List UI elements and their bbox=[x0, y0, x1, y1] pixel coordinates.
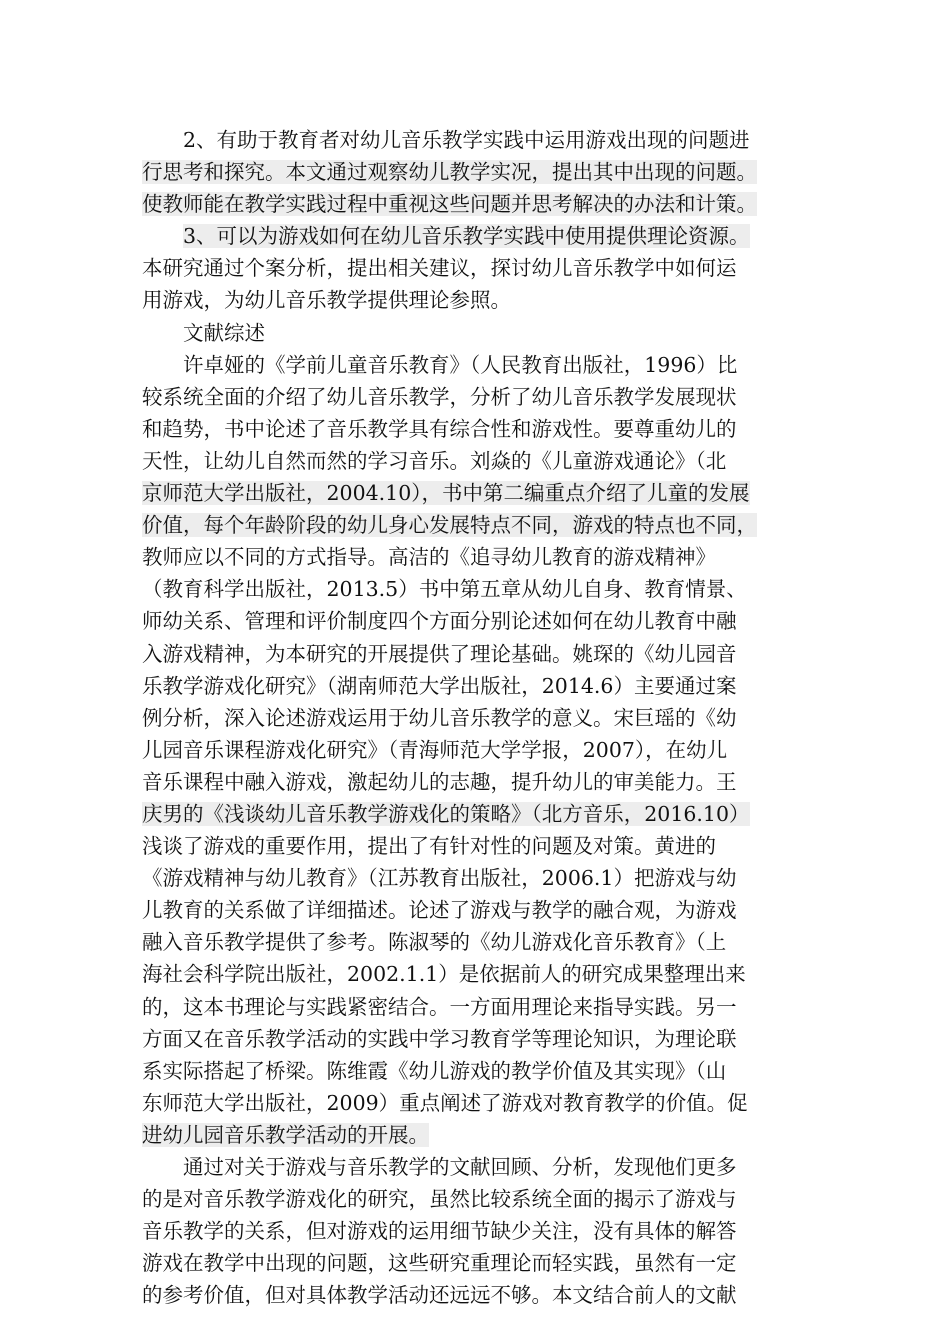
text-line bbox=[142, 1055, 822, 1087]
text-line bbox=[142, 413, 822, 445]
text-line bbox=[142, 991, 822, 1023]
text-line-content: 用游戏，为幼儿音乐教学提供理论参照。 bbox=[142, 288, 511, 313]
text-line bbox=[142, 252, 822, 284]
text-line bbox=[142, 958, 822, 990]
text-line-content: 通过对关于游戏与音乐教学的文献回顾、分析，发现他们更多 bbox=[183, 1155, 737, 1179]
text-line bbox=[142, 670, 822, 702]
text-line-content: 儿园音乐课程游戏化研究》（青海师范大学学报，2007），在幼儿 bbox=[142, 737, 728, 762]
text-line bbox=[142, 734, 822, 766]
text-line-content: 使教师能在教学实践过程中重视这些问题并思考解决的办法和计策。 bbox=[142, 192, 757, 217]
text-line-content: 文献综述 bbox=[183, 320, 265, 345]
text-line-content: 融入音乐教学提供了参考。陈淑琴的《幼儿游戏化音乐教育》（上 bbox=[142, 930, 727, 955]
text-line-content: 本研究通过个案分析，提出相关建议，探讨幼儿音乐教学中如何运 bbox=[142, 256, 737, 281]
text-line-content: 教师应以不同的方式指导。高洁的《追寻幼儿教育的游戏精神》 bbox=[142, 545, 716, 570]
text-line-content: 较系统全面的介绍了幼儿音乐教学，分析了幼儿音乐教学发展现状 bbox=[142, 384, 737, 409]
text-line-content: 浅谈了游戏的重要作用，提出了有针对性的问题及对策。黄进的 bbox=[142, 834, 716, 859]
text-line-content: 许卓娅的《学前儿童音乐教育》（人民教育出版社，1996）比 bbox=[183, 352, 738, 377]
text-line bbox=[142, 1215, 822, 1247]
text-line bbox=[142, 894, 822, 926]
text-line-content: （教育科学出版社，2013.5）书中第五章从幼儿自身、教育情景、 bbox=[142, 577, 747, 602]
text-line-content: 3、可以为游戏如何在幼儿音乐教学实践中使用提供理论资源。 bbox=[183, 224, 750, 249]
text-line bbox=[142, 349, 822, 381]
text-line bbox=[142, 605, 822, 637]
text-line-content: 师幼关系、管理和评价制度四个方面分别论述如何在幼儿教育中融 bbox=[142, 609, 737, 634]
text-line-content: 系实际搭起了桥梁。陈维霞《幼儿游戏的教学价值及其实现》（山 bbox=[142, 1058, 727, 1083]
text-line-content: 天性，让幼儿自然而然的学习音乐。刘焱的《儿童游戏通论》（北 bbox=[142, 448, 727, 473]
text-line bbox=[142, 284, 822, 316]
text-line bbox=[142, 124, 822, 156]
text-line-content: 例分析，深入论述游戏运用于幼儿音乐教学的意义。宋巨瑶的《幼 bbox=[142, 705, 737, 730]
text-line-content: 的参考价值，但对具体教学活动还远远不够。本文结合前人的文献 bbox=[142, 1283, 737, 1308]
text-line-content: 《游戏精神与幼儿教育》（江苏教育出版社，2006.1）把游戏与幼 bbox=[142, 866, 737, 891]
text-line bbox=[142, 1151, 822, 1183]
text-line bbox=[142, 702, 822, 734]
text-line-content: 2、有助于教育者对幼儿音乐教学实践中运用游戏出现的问题进 bbox=[183, 128, 750, 152]
text-line bbox=[142, 573, 822, 605]
text-line bbox=[142, 798, 822, 830]
text-line-content: 东师范大学出版社，2009）重点阐述了游戏对教育教学的价值。促 bbox=[142, 1090, 748, 1115]
text-line-content: 海社会科学院出版社，2002.1.1）是依据前人的研究成果整理出来 bbox=[142, 962, 746, 987]
text-line bbox=[142, 1087, 822, 1119]
body-text bbox=[142, 124, 822, 1311]
text-line-content: 庆男的《浅谈幼儿音乐教学游戏化的策略》（北方音乐，2016.10） bbox=[142, 801, 750, 826]
text-line-content: 儿教育的关系做了详细描述。论述了游戏与教学的融合观，为游戏 bbox=[142, 898, 737, 923]
text-line bbox=[142, 1023, 822, 1055]
text-line-content: 行思考和探究。本文通过观察幼儿教学实况，提出其中出现的问题。 bbox=[142, 160, 757, 185]
text-line-content: 方面又在音乐教学活动的实践中学习教育学等理论知识，为理论联 bbox=[142, 1026, 737, 1051]
text-line bbox=[142, 156, 822, 188]
text-line bbox=[142, 188, 822, 220]
text-line bbox=[142, 477, 822, 509]
text-line bbox=[142, 926, 822, 958]
text-line bbox=[142, 1183, 822, 1215]
text-line bbox=[142, 381, 822, 413]
text-line-content: 游戏在教学中出现的问题，这些研究重理论而轻实践，虽然有一定 bbox=[142, 1251, 737, 1276]
text-line-content: 京师范大学出版社，2004.10），书中第二编重点介绍了儿童的发展 bbox=[142, 481, 750, 506]
text-line bbox=[142, 766, 822, 798]
text-line bbox=[142, 862, 822, 894]
text-line-content: 的是对音乐教学游戏化的研究，虽然比较系统全面的揭示了游戏与 bbox=[142, 1187, 737, 1212]
text-line-content: 音乐教学的关系，但对游戏的运用细节缺少关注，没有具体的解答 bbox=[142, 1219, 737, 1244]
text-line bbox=[142, 1119, 822, 1151]
text-line-content: 的，这本书理论与实践紧密结合。一方面用理论来指导实践。另一 bbox=[142, 994, 737, 1019]
text-line-content: 音乐课程中融入游戏，激起幼儿的志趣，提升幼儿的审美能力。王 bbox=[142, 769, 737, 794]
text-line-content: 入游戏精神，为本研究的开展提供了理论基础。姚琛的《幼儿园音 bbox=[142, 641, 737, 666]
text-line bbox=[142, 830, 822, 862]
text-line bbox=[142, 638, 822, 670]
text-line bbox=[142, 1247, 822, 1279]
text-line bbox=[142, 1279, 822, 1311]
text-line bbox=[142, 445, 822, 477]
text-line bbox=[142, 220, 822, 252]
text-line-content: 进幼儿园音乐教学活动的开展。 bbox=[142, 1122, 429, 1147]
text-line-content: 和趋势，书中论述了音乐教学具有综合性和游戏性。要尊重幼儿的 bbox=[142, 416, 737, 441]
text-line bbox=[142, 541, 822, 573]
text-line bbox=[142, 509, 822, 541]
text-line-content: 乐教学游戏化研究》（湖南师范大学出版社，2014.6）主要通过案 bbox=[142, 673, 737, 698]
text-line-content: 价值，每个年龄阶段的幼儿身心发展特点不同，游戏的特点也不同， bbox=[142, 513, 757, 538]
text-line bbox=[142, 317, 822, 349]
